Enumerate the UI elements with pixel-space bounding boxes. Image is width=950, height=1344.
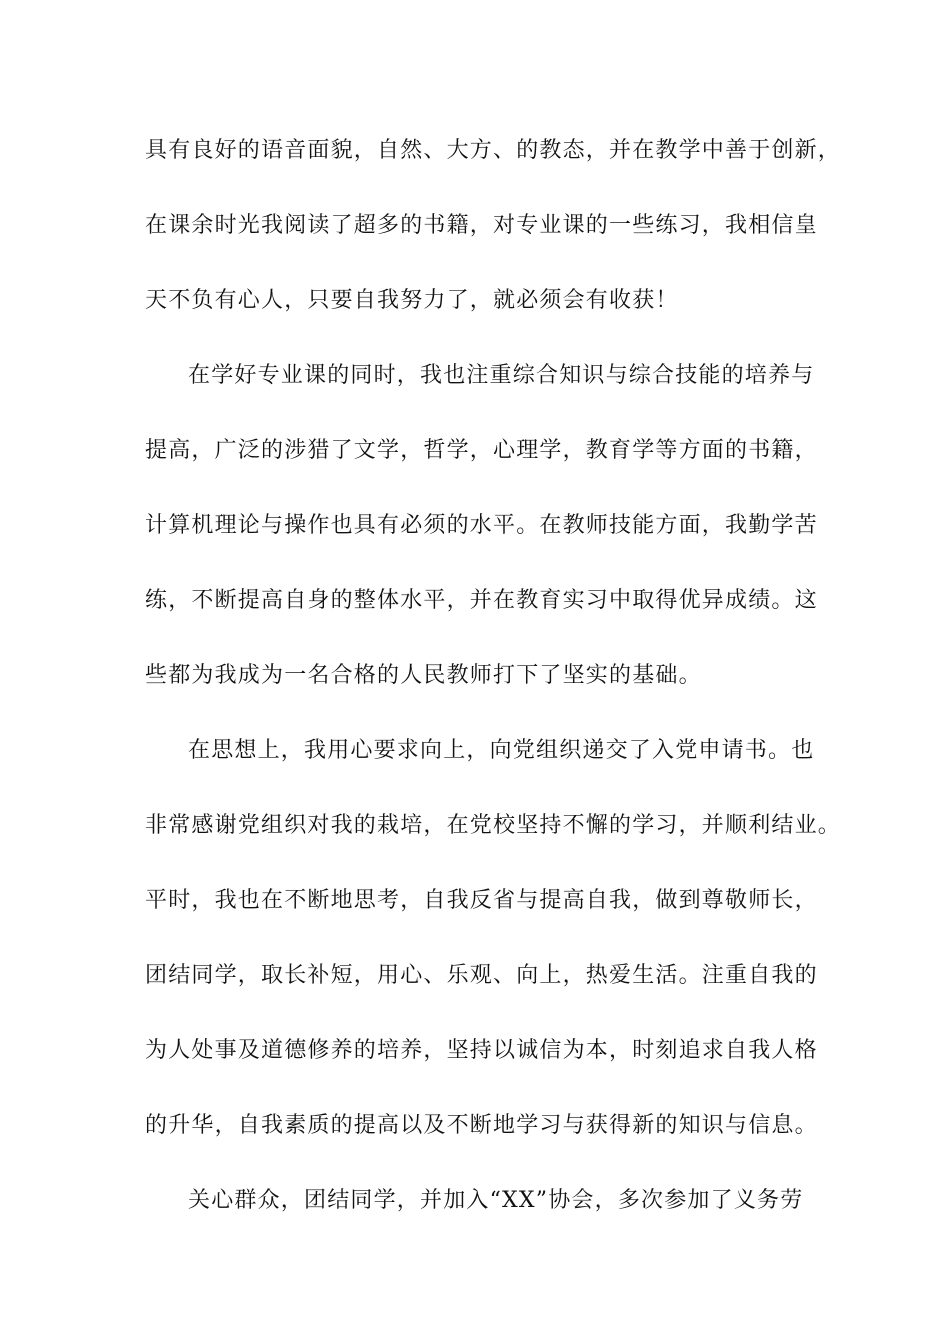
paragraph-first-line: 关心群众，团结同学，并加入“XX”协会，多次参加了义务劳: [188, 1188, 804, 1213]
text-line: 平时，我也在不断地思考，自我反省与提高自我，做到尊敬师长，: [145, 888, 818, 913]
paragraph-first-line: 在思想上，我用心要求向上，向党组织递交了入党申请书。也: [188, 738, 815, 763]
text-line: 天不负有心人，只要自我努力了，就必须会有收获！: [145, 288, 679, 313]
text-line: 具有良好的语音面貌，自然、大方、的教态，并在教学中善于创新，: [145, 138, 842, 163]
text-line: 为人处事及道德修养的培养，坚持以诚信为本，时刻追求自我人格: [145, 1038, 818, 1063]
text-line: 在课余时光我阅读了超多的书籍，对专业课的一些练习，我相信皇: [145, 213, 818, 238]
text-line: 些都为我成为一名合格的人民教师打下了坚实的基础。: [145, 663, 702, 688]
paragraph-first-line: 在学好专业课的同时，我也注重综合知识与综合技能的培养与: [188, 363, 815, 388]
text-line: 计算机理论与操作也具有必须的水平。在教师技能方面，我勤学苦: [145, 513, 818, 538]
text-line: 非常感谢党组织对我的栽培，在党校坚持不懈的学习，并顺利结业。: [145, 813, 842, 838]
text-line: 提高，广泛的涉猎了文学，哲学，心理学，教育学等方面的书籍，: [145, 438, 818, 463]
text-line: 团结同学，取长补短，用心、乐观、向上，热爱生活。注重自我的: [145, 963, 818, 988]
text-line: 练，不断提高自身的整体水平，并在教育实习中取得优异成绩。这: [145, 588, 818, 613]
text-line: 的升华，自我素质的提高以及不断地学习与获得新的知识与信息。: [145, 1113, 818, 1138]
